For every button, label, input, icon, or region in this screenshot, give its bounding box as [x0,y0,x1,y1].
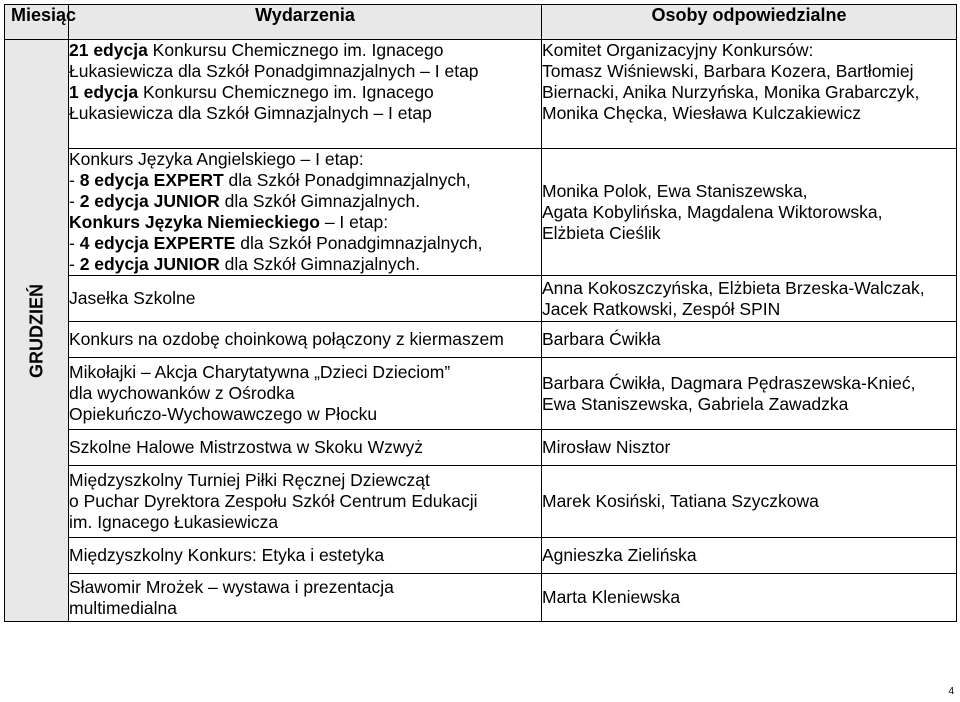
event-text: dla Szkół Gimnazjalnych. [219,191,421,211]
event-text: Międzyszkolny Turniej Piłki Ręcznej Dziewcząt [69,470,430,490]
event-cell [69,538,542,574]
event-cell [69,430,542,466]
responsible-cell [542,276,957,322]
event-line [69,598,541,619]
event-text: - [69,254,80,274]
event-line [69,170,541,191]
event-line [69,491,541,512]
responsible-cell [542,322,957,358]
event-line [69,329,541,350]
responsible-cell [542,538,957,574]
table-row [5,574,957,622]
event-line [69,362,541,383]
responsible-line: Anna Kokoszczyńska, Elżbieta Brzeska-Walczak, [542,277,925,298]
event-cell [69,276,542,322]
event-text: Konkurs na ozdobę choinkową połączony z kiermaszem [69,329,504,349]
event-line [69,103,541,124]
event-line [69,437,541,458]
responsible-line: Ewa Staniszewska, Gabriela Zawadzka [542,393,849,414]
event-line [69,82,541,103]
responsible-line: Agnieszka Zielińska [542,545,697,565]
responsible-cell [542,358,957,430]
table-row [5,430,957,466]
responsible-cell [542,149,957,276]
event-text: o Puchar Dyrektora Zespołu Szkół Centrum Edukacji [69,491,478,511]
responsible-line: Biernacki, Anika Nurzyńska, Monika Grabarczyk, [542,82,920,102]
event-text: Konkursu Chemicznego im. Ignacego [138,82,434,102]
table-row [5,322,957,358]
event-line [69,288,541,309]
event-text-bold: 2 edycja JUNIOR [79,254,220,274]
event-line [69,191,541,212]
event-cell [69,574,542,622]
event-text: Mikołajki – Akcja Charytatywna „Dzieci Dzieciom” [69,362,451,382]
event-text-bold: 8 edycja EXPERT [79,170,224,190]
event-line [69,383,541,404]
responsible-line: Barbara Ćwikła, Dagmara Pędraszewska-Knieć, [542,372,916,393]
event-cell [69,358,542,430]
responsible-line: Mirosław Nisztor [542,437,671,457]
responsible-line: Monika Chęcka, Wiesława Kulczakiewicz [542,103,861,123]
event-text: - [69,170,80,190]
event-text: Opiekuńczo-Wychowawczego w Płocku [69,404,378,424]
responsible-line: Monika Polok, Ewa Staniszewska, [542,180,808,201]
event-text-bold: 1 edycja [69,82,139,102]
event-text: – I etap: [319,212,389,232]
responsible-line: Marta Kleniewska [542,587,681,607]
event-line [69,40,541,61]
table-header-row [5,5,957,40]
event-line [69,545,541,566]
responsible-cell [542,40,957,149]
event-line [69,470,541,491]
event-line [69,212,541,233]
event-text: multimedialna [69,597,177,618]
event-line [69,254,541,275]
event-text: dla Szkół Ponadgimnazjalnych, [223,170,471,190]
event-text: dla Szkół Gimnazjalnych. [219,254,421,274]
event-text: Szkolne Halowe Mistrzostwa w Skoku Wzwyż [69,437,423,457]
event-line [69,233,541,254]
event-text-bold: Konkurs Języka Niemieckiego [69,212,320,232]
table-row [5,358,957,430]
event-cell [69,322,542,358]
event-text: - [69,191,80,211]
page-number: 4 [948,686,954,697]
month-label: GRUDZIEŃ [26,283,46,378]
event-text: Łukasiewicza dla Szkół Ponadgimnazjalnych – I etap [69,61,479,81]
event-cell [69,40,542,149]
responsible-line: Agata Kobylińska, Magdalena Wiktorowska, [542,201,883,222]
event-text-bold: 4 edycja EXPERTE [79,233,236,253]
event-text: Międzyszkolny Konkurs: Etyka i estetyka [69,545,385,565]
event-text: Konkursu Chemicznego im. Ignacego [147,40,444,60]
event-line [69,404,541,425]
responsible-line: Marek Kosiński, Tatiana Szyczkowa [542,491,819,511]
event-text: Konkurs Języka Angielskiego – I etap: [69,149,364,169]
table-row [5,276,957,322]
table-row [5,149,957,276]
table-row [5,40,957,149]
event-text: Łukasiewicza dla Szkół Gimnazjalnych – I etap [69,103,432,123]
responsible-line: Elżbieta Cieślik [542,222,661,243]
responsible-line: Komitet Organizacyjny Konkursów: [542,40,814,60]
table-row [5,466,957,538]
responsible-cell [542,430,957,466]
event-text: Jasełka Szkolne [69,288,196,308]
header-people: Osoby odpowiedzialne [542,5,957,40]
responsible-cell [542,574,957,622]
responsible-line: Tomasz Wiśniewski, Barbara Kozera, Bartłomiej [542,61,914,81]
event-text: dla Szkół Ponadgimnazjalnych, [235,233,483,253]
header-events: Wydarzenia [69,5,542,40]
event-text: dla wychowanków z Ośrodka [69,383,295,403]
event-line [69,512,541,533]
table-row [5,538,957,574]
responsible-cell [542,466,957,538]
header-month: Miesiąc [5,5,69,40]
event-line [69,149,541,170]
month-cell [5,40,69,622]
event-cell [69,466,542,538]
events-table [4,4,957,622]
event-line [69,577,541,598]
event-text-bold: 2 edycja JUNIOR [79,191,220,211]
event-text: im. Ignacego Łukasiewicza [69,512,279,532]
event-cell [69,149,542,276]
event-text: Sławomir Mrożek – wystawa i prezentacja [69,576,394,597]
responsible-line: Barbara Ćwikła [542,329,661,349]
event-line [69,61,541,82]
event-text: - [69,233,80,253]
responsible-line: Jacek Ratkowski, Zespół SPIN [542,298,781,319]
event-text-bold: 21 edycja [69,40,148,60]
